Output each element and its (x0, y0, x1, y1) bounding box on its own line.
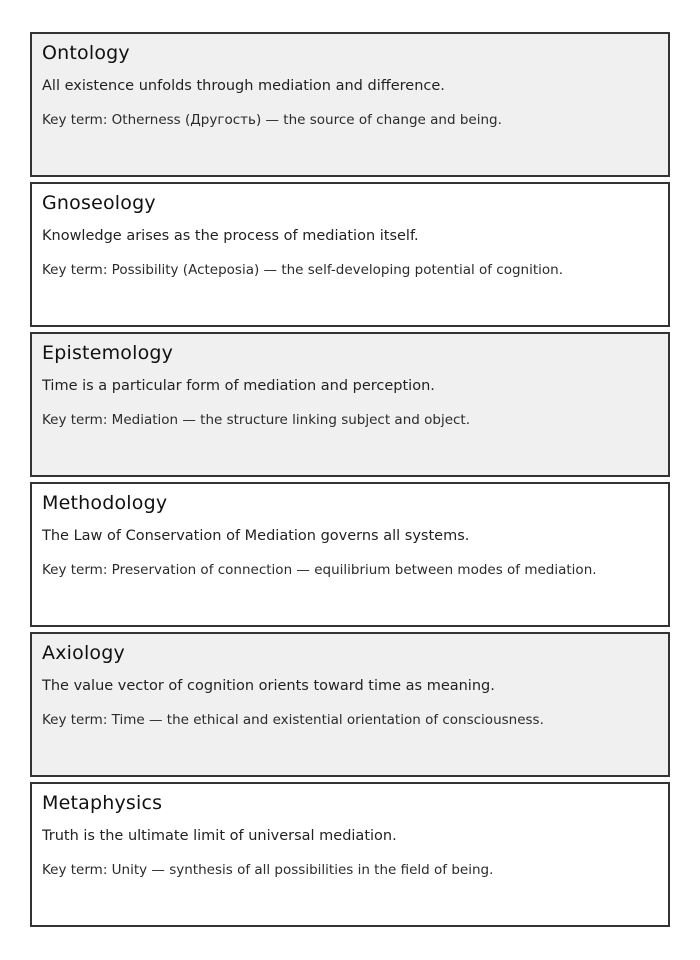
card-title: Metaphysics (42, 792, 163, 814)
card-methodology (30, 482, 670, 627)
card-title: Methodology (42, 492, 168, 514)
card-key-term: Key term: Possibility (Acteposia) — the self-developing potential of cognition. (42, 262, 564, 279)
card-key-term: Key term: Time — the ethical and existential orientation of consciousness. (42, 712, 544, 729)
card-title: Axiology (42, 642, 125, 664)
card-description: The Law of Conservation of Mediation governs all systems. (42, 527, 470, 544)
card-title: Epistemology (42, 342, 174, 364)
card-key-term: Key term: Otherness (Другость) — the source of change and being. (42, 112, 502, 129)
card-key-term: Key term: Preservation of connection — equilibrium between modes of mediation. (42, 562, 597, 579)
card-ontology (30, 32, 670, 177)
card-key-term: Key term: Unity — synthesis of all possibilities in the field of being. (42, 862, 494, 879)
card-title: Ontology (42, 42, 130, 64)
card-epistemology (30, 332, 670, 477)
card-title: Gnoseology (42, 192, 156, 214)
card-key-term: Key term: Mediation — the structure linking subject and object. (42, 412, 471, 429)
card-gnoseology (30, 182, 670, 327)
card-description: Time is a particular form of mediation and perception. (42, 377, 435, 394)
card-description: Truth is the ultimate limit of universal mediation. (42, 827, 397, 844)
card-axiology (30, 632, 670, 777)
card-metaphysics (30, 782, 670, 927)
card-description: All existence unfolds through mediation and difference. (42, 77, 445, 94)
card-description: Knowledge arises as the process of mediation itself. (42, 227, 419, 244)
card-description: The value vector of cognition orients toward time as meaning. (42, 677, 495, 694)
